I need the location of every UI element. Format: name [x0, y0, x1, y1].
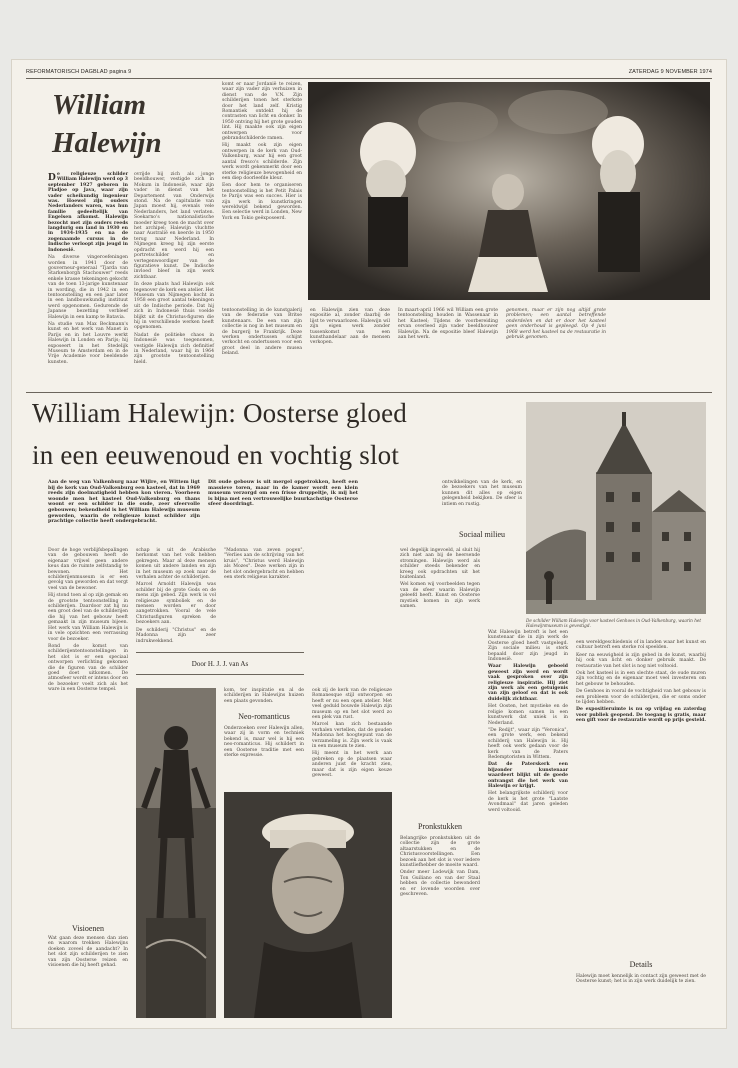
main-article-column-c-lower [224, 688, 304, 706]
top-article-intro: e religieuze schilder William Halewijn werd op 3 september 1927 geboren in Pladjoe op Java, waar zijn vader scheikundig ingenieur was. Hoewel zijn ouders Nederlanders waren, was hun familie gedeeltelijk van Engelsen afkomst. Halewijn bezocht met zijn ouders reeds langdurig om land in 1930 en in 1934-1935 en na de zogenaamde cursus in de Indische verloopt zijn jeugd in Indonesië. [48, 172, 128, 253]
main-article-paragraph: "Madonna van zeven pogen", "Verlies aan de schrijving van het kruis", "Christus werd Halewijn als Mozes". Deze werken zijn in het slot ondergebracht en hebben een sterk religieus karakter. [224, 548, 304, 581]
sculpture-photo [136, 688, 216, 1018]
section-divider [26, 392, 712, 393]
top-article-column-2 [134, 172, 214, 380]
main-article-title-line2: in een eeuwenoud en vochtig slot [32, 440, 400, 470]
main-article-details-text [576, 974, 706, 1018]
main-article-paragraph: Ook het kasteel is in een slechte staat, de oude muren zijn vochtig en de eigenaar moet veel investeren om het gebouw te behouden. [576, 671, 706, 687]
main-article-paragraph: Halewijn moet kennelijk in contact zijn geweest met de Oosterse kunst; het is in zijn werk duidelijk te zien. [576, 974, 706, 985]
main-article-paragraph: Hij stond toen al op zijn gemak en de grootste tentoonstelling in schilderijen. Daardoor zat hij nu een groot deel van de schilderijen die hij van het gebouw heeft gemaakt in zijn museum bijeen. Het werk van William Halewijn is in vele opzichten een verrassing voor de bezoeker. [48, 593, 128, 642]
top-article-paragraph: Na studie van Max Beckmann's kunst en het werk van Manet in Parijs en in het Louvre werkt Halewijn in Londen en Parijs; hij exposeert in het Stedelijk Museum te Amsterdam en in de Vrije Academie voor beeldende kunsten. [48, 321, 128, 365]
main-article-paragraph: schap is uit de Arabische herkomst van het volk hebben gekregen. Maar al deze mensen komen uit andere landen en zijn in het museum op zoek naar de verhalen achter de schilderijen. [136, 548, 216, 581]
main-article-column-d [312, 688, 392, 788]
top-article-paragraph: Na diverse vingeroefeningen worden in 1941 door de gouverneur-generaal "Tjarda van Starkenborgh Stachouwer" reeds enkele krasse tekeningen gekocht van de toen 13-jarige kunstenaar in wording, die in 1942 in een tentoonstelling en een jaar later in een landbouwkundig instituut werd opgenomen. Gedurende de Japanse bezetting verbleef Halewijn in een kamp te Batavia. [48, 255, 128, 320]
top-article-lower-column-4 [506, 308, 606, 382]
main-article-paragraph: Rond de komst van schilderijententoonstellingen in het slot is er een speciaal ontworpen verlichting gekomen die de figuren van de schilder goed doet uitkomen. De atmosfeer wordt er intens door en de bezoeker voelt zich als het ware in een Oosterse tempel. [48, 643, 128, 693]
main-article-column-b [136, 548, 216, 644]
dropcap: D [48, 171, 56, 183]
top-article-paragraph: ovrijde bij zich als jonge beeldhouwer, vestigde zich in Mokum in Indonesië, waar zijn vader in dienst van het Departement van Onderwijs stond. Na de capitulatie van Japan moest hij, evenals vele Nederlanders, het land verlaten. Soekarno's nationalistische moeder kreeg toen de macht over het archipel; Halewijn vluchtte naar Australië en keerde in 1950 terug naar Nederland. In Nijmegen kreeg hij zijn eerste opdracht en werd hij een portretschilder en vertegenwoordiger van de figuratieve kunst. De Indische invloed bleef in zijn werk zichtbaar. [134, 172, 214, 280]
main-article-column-c [224, 548, 304, 638]
main-article-paragraph: Onderzoeken over Halewijn allen, waar zij in vorm en techniek bekend is, maar wel is hij een neo-romanticus. Hij schildert in een Oosterse traditie met een sterke expressie. [224, 726, 304, 759]
top-article-paragraph: en Halewijn zien van deze expositie al, zonder daarbij de lijst te verwaarlozen. Halewijn wil zijn eigen werk zonder tussenkomst van een kunsthandelaar aan de mensen verkopen. [310, 308, 390, 346]
top-article-column-1 [48, 172, 128, 380]
main-article-paragraph: De Genhoes in vooral de vochtigheid van het gebouw is een probleem voor de schilderijen, die er soms onder te lijden hebben. [576, 689, 706, 706]
main-article-paragraph: Door de hoge verblijfsbepalingen van de gebouwen heeft de eigenaar vrijwel geen andere keus dan de ruimte zelfstandig te bewonen. Het schilderijenmuseum is er een gevolg van geworden en dat vergt veel van de bewoner. [48, 548, 128, 591]
castle-illustration [526, 402, 706, 614]
top-article-paragraph: Nadat de politieke chaos in Indonesië was toegenomen, vestigde Halewijn zich definitief in Nederland, waar hij in 1964 zijn grootste tentoonstelling hield. [134, 332, 214, 365]
main-article-paragraph: Marcel kan zich bestaande verhalen vertellen, dat de gouden Madonna het hoogtepunt van de verzameling is. Zijn werk is vaak in een museum te zien. [312, 722, 392, 750]
byline: Door H. J. J. van As [191, 660, 249, 668]
main-article-pronk-text [400, 836, 480, 1016]
top-article-paragraph: In maart-april 1966 wil William een grote tentoonstelling houden in Wassenaar in het Kasteel; Tijdens de voorbereiding ervan overleed zijn vader beeldhouwer Halewijn. Na de expositie bleef Halewijn aan het werk. [398, 308, 498, 341]
portrait-illustration [224, 792, 392, 1018]
main-article-paragraph: Wat gaan deze mensen dan zien en waarom trekken Halewijns doeken zoveel de aandacht? In het slot zijn schilderijen te zien van zijn Oosterse reizen en visioenen die hij heeft gehad. [48, 936, 128, 969]
main-article-paragraph: Hij meent in het werk aan gebreken op de plaatsen waar anderen juist de kracht zien, maar dat is zijn eigen keuze geweest. [312, 751, 392, 779]
main-article-paragraph: Marcel Arnoldt Halewijn was schilder bij de grote Gods en de mens zijn gebed. Zijn werk is vol religieuze symboliek en de mensen worden er door aangetrokken. Vooral de vele Christusfiguren spreken de bezoekers aan. [136, 582, 216, 626]
main-article-column-e [400, 548, 480, 808]
main-article-paragraph: Waar Halewijn geboeid geweest zijn werd en wordt vaak gesproken over zijn religieuze inspiratie. Hij ziet zijn werk als een getuigenis van zijn geloof en dat is ook duidelijk zichtbaar. [488, 664, 568, 702]
top-article-paragraph: Hij maakt ook zijn eigen ontwerpen in de kerk van Oud-Valkenburg, waar hij een groot aantal fresco's schilderde. Zijn werk wordt gekenmerkt door een sterke religieuze bewogenheid en een diep doorleefde kleur. [222, 143, 302, 181]
subheading-visioenen: Visioenen [72, 924, 104, 933]
painting-illustration [308, 82, 710, 300]
byline-rule-bottom [136, 674, 304, 675]
castle-photo [526, 402, 706, 614]
subheading-sociaal-milieu: Sociaal milieu [459, 530, 505, 539]
top-article-paragraph: komt er naar Jordanië te reizen, waar zijn vader zijn verhuizen in dienst van de V.N. Zijn schilderijen tonen het sterkste door het land zelf. Kristig Romantiek ontdekt hij de contrasten van licht en donker. In 1950 ontving hij het grote gouden lint. Hij maakte ook zijn eigen ontwerpen voor gebrandschilderde ramen. [222, 82, 302, 142]
main-article-neo-text [224, 726, 304, 786]
top-article-lower-column-2 [310, 308, 390, 382]
main-article-column-g [488, 630, 568, 1016]
main-article-paragraph: ook zij de kerk van de religieuze Romanesque stijl ontworpen en heeft er nu een open atelier. Met veel geduld bouwde Halewijn zijn museum op en het slot werd zo een plek van rust. [312, 688, 392, 721]
main-article-paragraph: Dat de Paterskerk een bijzonder kunstenaar waardeert blijkt uit de goede ontvangst die het werk van Halewijn er krijgt. [488, 762, 568, 789]
main-article-title-line1: William Halewijn: Oosterse gloed [32, 398, 407, 428]
spacer [488, 544, 522, 545]
subheading-pronkstukken: Pronkstukken [418, 822, 462, 831]
main-article-column-a [48, 548, 128, 918]
main-article-lead-2 [208, 480, 358, 540]
subheading-neo-romanticus: Neo-romanticus [238, 712, 290, 721]
main-article-paragraph: Het Oosten, het mystieke en de religie komen samen in een kunstwerk dat uniek is in Nederland. [488, 704, 568, 726]
main-article-lead [48, 480, 200, 540]
main-article-paragraph: wel degelijk ingevoeld, al sluit hij zich niet aan bij de heersende stromingen. Halewijn werd als schilder steeds bekender en kreeg ook opdrachten uit het buitenland. [400, 548, 480, 581]
top-article-paragraph: In deze plaats had Halewijn ook tegenover de kerk een atelier. Het Museum van Nijmegen kocht in 1958 een groot aantal tekeningen uit de Indische periode. Dat hij zich in Indonesië thuis voelde blijkt uit de Christus-figuren die hij in verschillende werken heeft opgenomen. [134, 282, 214, 331]
main-article-column-h [576, 640, 706, 1000]
main-article-visioenen-text [48, 936, 128, 1016]
main-article-paragraph: kom, ter inspiratie en al de schilderijen in Halewijns huizen een plaats gevonden. [224, 688, 304, 704]
main-article-paragraph: Belangrijke pronkstukken uit de collectie zijn de grote altaarstukken en de Christusvoorstellingen. Een bezoek aan het slot is voor iedere kunstliefhebber de moeite waard. [400, 836, 480, 869]
top-article-paragraph: tentoonstelling in de kunstgalerij van de federatie van Britse kunstenaars. De een van zijn collectie is nog in het museum en de burgerij te Frankrijk. Deze werken ondertussen schijnt verkocht en ondertussen voor een groot deel in andere musea beland. [222, 308, 302, 357]
header-date: ZATERDAG 9 NOVEMBER 1974 [628, 69, 712, 75]
main-article-paragraph: een wereldgeschiedenis of in landen waar het kunst en cultuur betreft een sterke rol speelden. [576, 640, 706, 651]
main-article-paragraph: ontwikkelingen van de kerk, en de bezoekers van het museum kunnen dit alles op eigen gelegenheid bekijken. De sfeer is intiem en rustig. [442, 480, 522, 507]
main-article-paragraph: Wel komen wij voorbeelden tegen van de sfeer waarin Halewijn geleefd heeft. Kunst en Oosterse mystiek komen in zijn werk samen. [400, 582, 480, 610]
main-article-column-f [442, 480, 522, 526]
byline-rule-top [136, 652, 304, 653]
painting-photo [308, 82, 710, 300]
top-article-title-line2: Halewijn [52, 127, 162, 159]
top-article-paragraph: genomen, maar er zijn nog altijd grote problemen; een aantal betreffende onderdelen en dat er door het kasteel geen onderhoud is gepleegd. Op 4 juni 1968 werd het kasteel na de restauratie in gebruik genomen. [506, 308, 606, 341]
top-article-title-line1: William [52, 89, 146, 121]
header-paper-name: REFORMATORISCH DAGBLAD pagina 9 [26, 69, 132, 75]
top-article-paragraph: Een door hem te organiseren tentoonstelling is het Petit Palais te Parijs was een succes. Hier is zijn werk in kunstkringen wereldwijd bekend geworden. Een selectie werd in Londen, New York en Tokio geëxposeerd. [222, 183, 302, 221]
main-article-lead-paragraph: Aan de weg van Valkenburg naar Wijlre, en Wittem ligt bij de kerk van Oud-Valkenburg een kasteel, dat in 1969 reeds zijn doelmatigheid hebben kon vieren. Voorheen woonde men het kasteel Oud-Valkenburg en thans woont er een schilder in die oude, zeer sfeervolle gebouwen; bekendheid is het William Halewijn museum geworden, waarin de religieuze kunst schilder zijn prachtige collectie heeft ondergebracht. [48, 479, 200, 525]
main-article-paragraph: Het belangrijkste schilderij voor de kerk is het grote "Laatste Avondmaal" dat jaren geleden werd voltooid. [488, 791, 568, 813]
main-article-lead-paragraph: Dit oude gebouw is uit mergel opgetrokken, heeft een massieve toren, maar in de kamer wordt een klein museum verzorgd om een frisse druppeltje, ik mij het is bijna met een vertrouwelijke buurkachstige Oosterse sfeer doordringt. [208, 479, 358, 508]
main-article-paragraph: De expositieruimte is nu op vrijdag en zaterdag voor publiek geopend. De toegang is gratis, maar een gift voor de restauratie wordt op prijs gesteld. [576, 707, 706, 724]
portrait-photo [224, 792, 392, 1018]
top-article-lower-column-3 [398, 308, 498, 382]
page-header [26, 68, 712, 79]
main-article-paragraph: Keer na eeuwigheid is zijn gebed in de kunst, waarbij hij ook van licht en donker gebruik maakt. De restauratie van het slot is nog niet voltooid. [576, 652, 706, 669]
main-article-paragraph: De schilderij "Christus" en de Madonna zijn zeer indrukwekkend. [136, 627, 216, 644]
subheading-details: Details [629, 960, 653, 969]
main-article-paragraph: Onder meer Lodewijk van Dam, Ton Guiliano en van der Staal hebben de collectie bewonderd en er lovende woorden over geschreven. [400, 870, 480, 898]
castle-caption: De schilder William Halewijn voor kasteel Genhoes in Oud-Valkenburg, waarin het Halewijnmuseum is gevestigd. [526, 618, 702, 628]
top-article-lower-column-1 [222, 308, 302, 382]
main-article-paragraph: Wat Halewijn betreft is het een kunstenaar die in zijn werk de Oosterse gloed heeft vastgelegd. Zijn sociale milieu is sterk bepaald door zijn jeugd in Indonesië. [488, 630, 568, 663]
newspaper-page [12, 60, 726, 1028]
main-article-paragraph: "De Redijt", waar zijn "Veronica", een grote werk, een bekend schilderij van Halewijn is. Hij heeft ook werk gedaan voor de kerk van de Paters Redemptoristen in Wittem. [488, 727, 568, 760]
sculpture-illustration [136, 688, 216, 1018]
